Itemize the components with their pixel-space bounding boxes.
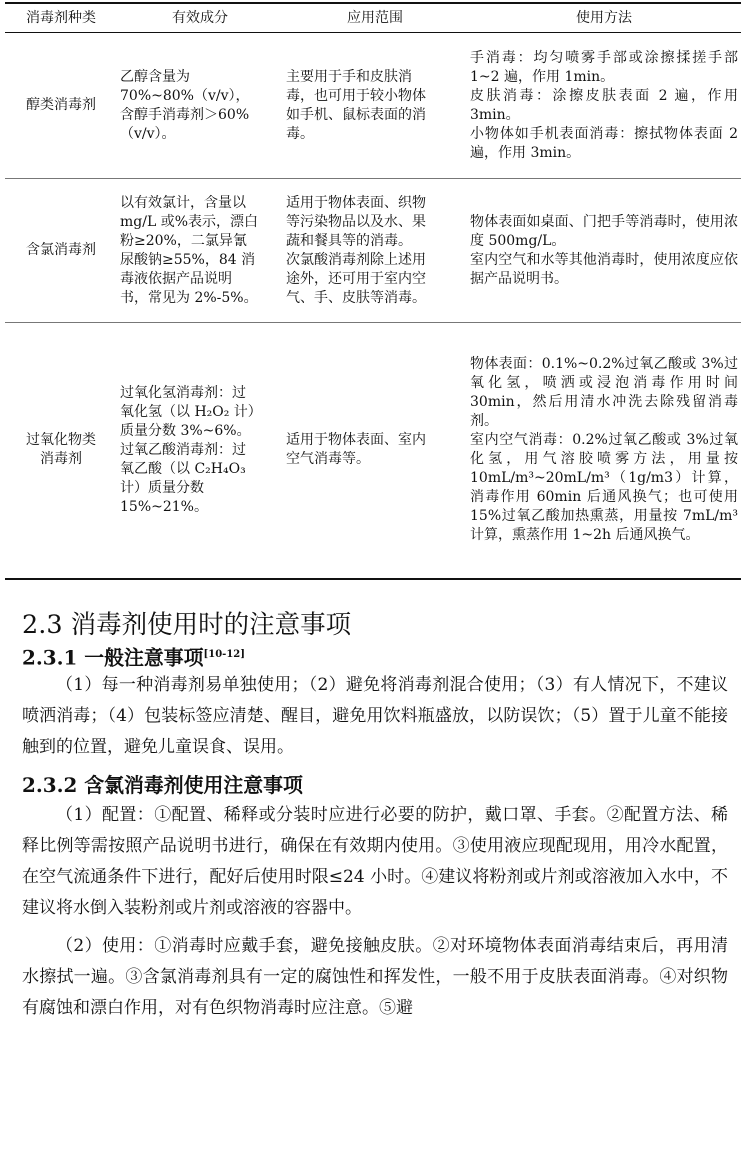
- scope-line: 毒，也可用于较小物体: [286, 87, 426, 104]
- header-type: 消毒剂种类: [5, 3, 117, 33]
- components-line: 含醇手消毒剂＞60%: [120, 106, 250, 123]
- components-line: mg/L 或%表示，漂白: [120, 213, 259, 230]
- table-row: [5, 323, 741, 579]
- citation-ref: [10-12]: [203, 649, 245, 660]
- method-item: 物体表面：0.1%~0.2%过氧乙酸或 3%过氧化氢，喷洒或浸泡消毒作用时间 30min，然后用清水冲洗去除残留消毒剂。: [470, 356, 738, 430]
- subsection-number: 2.3.1: [22, 645, 78, 670]
- header-scope: 应用范围: [283, 3, 467, 33]
- table-header-row: [5, 3, 741, 33]
- type-line: 过氧化物类: [26, 432, 96, 449]
- method-item: 小物体如手机表面消毒：擦拭物体表面 2 遍，作用 3min。: [470, 125, 738, 161]
- type-line: 含氯消毒剂: [26, 242, 96, 258]
- table-row: [5, 179, 741, 323]
- components-cell: [117, 33, 283, 179]
- scope-line: 途外，还可用于室内空: [286, 270, 426, 287]
- paragraph: （1）配置：①配置、稀释或分装时应进行必要的防护，戴口罩、手套。②配置方法、稀释比例等需按照产品说明书进行，确保在有效期内使用。③使用液应现配现用，用冷水配置，在空气流通条件下进行，配好后使用时限≤24 小时。④建议将粉剂或片剂或溶液加入水中，不建议将水倒入装粉剂或片剂或溶液的容器中。: [22, 805, 728, 918]
- type-line: 醇类消毒剂: [26, 97, 96, 113]
- method-cell: [467, 33, 741, 179]
- scope-line: 次氯酸消毒剂除上述用: [286, 251, 426, 268]
- scope-line: 毒。: [286, 125, 314, 142]
- components-line: 乙醇含量为: [120, 68, 190, 85]
- scope-line: 等污染物品以及水、果: [286, 213, 426, 230]
- disinfectant-table: [5, 2, 741, 580]
- type-cell: [5, 33, 117, 179]
- method-cell: [467, 179, 741, 323]
- paragraph: （2）使用：①消毒时应戴手套，避免接触皮肤。②对环境物体表面消毒结束后，再用清水擦拭一遍。③含氯消毒剂具有一定的腐蚀性和挥发性，一般不用于皮肤表面消毒。④对织物有腐蚀和漂白作用，对有色织物消毒时应注意。⑤避: [22, 936, 728, 1018]
- components-line: 尿酸钠≥55%，84 消: [120, 251, 256, 268]
- header-method: 使用方法: [467, 3, 741, 33]
- scope-cell: [283, 179, 467, 323]
- subsection-heading: 一般注意事项: [84, 645, 204, 670]
- components-cell: [117, 323, 283, 579]
- section-title: 2.3 消毒剂使用时的注意事项: [22, 610, 352, 640]
- document-body: [22, 610, 728, 1031]
- type-cell: [5, 179, 117, 323]
- components-line: 质量分数 3%~6%。: [120, 422, 251, 439]
- paragraph: （1）每一种消毒剂易单独使用；（2）避免将消毒剂混合使用；（3）有人情况下，不建议喷洒消毒；（4）包装标签应清楚、醒目，避免用饮料瓶盛放，以防误饮；（5）置于儿童不能接触到的位置，避免儿童误食、误用。: [22, 675, 728, 757]
- method-item: 皮肤消毒：涂擦皮肤表面 2 遍，作用 3min。: [470, 87, 738, 123]
- components-line: 70%~80%（v/v），: [120, 87, 250, 104]
- scope-line: 空气消毒等。: [286, 451, 370, 468]
- subsection-title: [22, 640, 728, 670]
- scope-line: 如手机、鼠标表面的消: [286, 106, 426, 123]
- method-item: 室内空气消毒：0.2%过氧乙酸或 3%过氧化氢，用气溶胶喷雾方法，用量按 10mL/m³~20mL/m³（1g/m3）计算，消毒作用 60min 后通风换气；也可使用 15%过氧乙酸加热熏蒸，用量按 7mL/m³ 计算，熏蒸作用 1~2h 后通风换气。: [470, 432, 738, 544]
- header-components: 有效成分: [117, 3, 283, 33]
- components-line: 粉≥20%，二氯异氰: [120, 232, 247, 249]
- components-line: 15%~21%。: [120, 498, 208, 515]
- scope-cell: [283, 323, 467, 579]
- type-line: 消毒剂: [40, 451, 82, 468]
- components-line: 毒液依据产品说明: [120, 270, 232, 287]
- scope-line: 适用于物体表面、织物: [286, 194, 426, 211]
- components-line: 计）质量分数: [120, 479, 204, 496]
- components-line: 过氧乙酸消毒剂：过: [120, 441, 246, 458]
- method-item: 手消毒：均匀喷雾手部或涂擦揉搓手部 1~2 遍，作用 1min。: [470, 49, 738, 85]
- scope-line: 蔬和餐具等的消毒。: [286, 232, 412, 249]
- components-line: （v/v）。: [120, 125, 176, 142]
- method-cell: [467, 323, 741, 579]
- subsection-title: [22, 770, 728, 800]
- type-cell: [5, 323, 117, 579]
- scope-line: 主要用于手和皮肤消: [286, 68, 412, 85]
- scope-cell: [283, 33, 467, 179]
- components-line: 书，常见为 2%-5%。: [120, 289, 258, 306]
- method-item: 室内空气和水等其他消毒时，使用浓度应依据产品说明书。: [470, 251, 738, 287]
- components-line: 氧化氢（以 H₂O₂ 计）: [120, 403, 262, 420]
- components-cell: [117, 179, 283, 323]
- subsection-number: 2.3.2: [22, 773, 78, 797]
- scope-line: 气、手、皮肤等消毒。: [286, 289, 426, 306]
- components-line: 过氧化氢消毒剂：过: [120, 384, 246, 401]
- subsection-heading: 含氯消毒剂使用注意事项: [84, 773, 303, 797]
- components-line: 氧乙酸（以 C₂H₄O₃: [120, 460, 246, 477]
- method-item: 物体表面如桌面、门把手等消毒时，使用浓度 500mg/L。: [470, 213, 738, 249]
- components-line: 以有效氯计，含量以: [120, 194, 246, 211]
- scope-line: 适用于物体表面、室内: [286, 432, 426, 449]
- table-row: [5, 33, 741, 179]
